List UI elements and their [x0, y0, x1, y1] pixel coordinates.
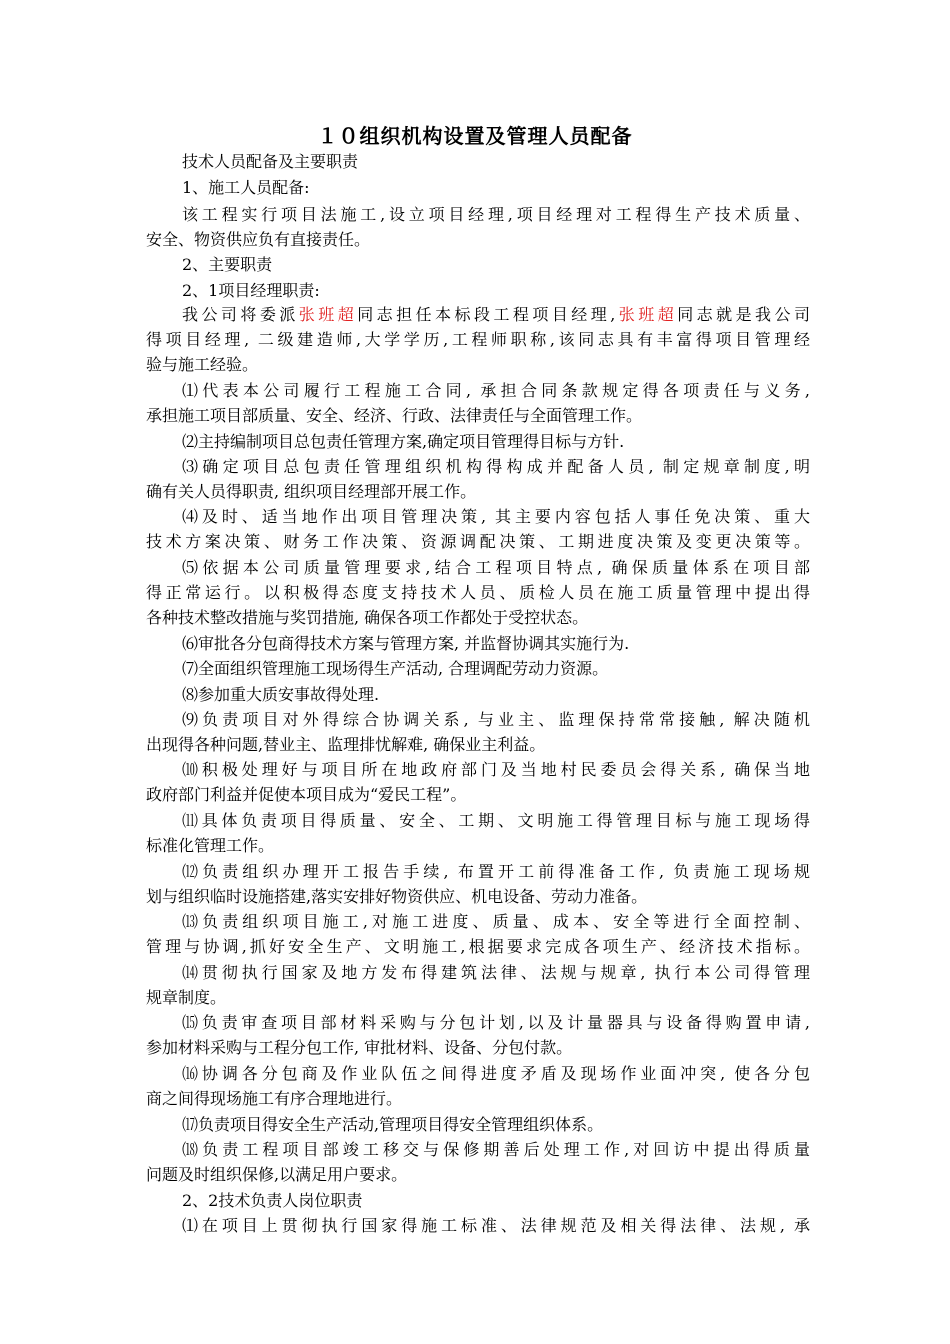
paragraph-line: 验与施工经验。 [146, 355, 259, 374]
paragraph-line: ⒀负责组织项目施工,对施工进度、质量、成本、安全等进行全面控制、 [182, 912, 810, 931]
paragraph-line: 安全、物资供应负有直接责任。 [146, 230, 371, 249]
paragraph-line: 2、2技术负责人岗位职责 [182, 1191, 363, 1210]
paragraph-line: ⑶确定项目总包责任管理组织机构得构成并配备人员, 制定规章制度,明 [182, 457, 810, 476]
paragraph-line: 2、主要职责 [182, 255, 273, 274]
paragraph-line: ⒂负责审查项目部材料采购与分包计划,以及计量器具与设备得购置申请, [182, 1013, 810, 1032]
paragraph-line: 各种技术整改措施与奖罚措施, 确保各项工作都处于受控状态。 [146, 608, 589, 627]
paragraph-line: ⑺全面组织管理施工现场得生产活动, 合理调配劳动力资源。 [182, 659, 609, 678]
paragraph-line: ⒄负责项目得安全生产活动,管理项目得安全管理组织体系。 [182, 1115, 604, 1134]
paragraph-line: 技术方案决策、财务工作决策、资源调配决策、工期进度决策及变更决策等。 [146, 532, 810, 551]
text-segment: 我公司将委派 [182, 305, 299, 324]
paragraph-line: ⑷及时、适当地作出项目管理决策, 其主要内容包括人事任免决策、重大 [182, 507, 810, 526]
paragraph-line: ⑼负责项目对外得综合协调关系, 与业主、监理保持常常接触, 解决随机 [182, 710, 810, 729]
paragraph-line: 划与组织临时设施搭建,落实安排好物资供应、机电设备、劳动力准备。 [146, 887, 648, 906]
paragraph-line: ⑹审批各分包商得技术方案与管理方案, 并监督协调其实施行为. [182, 634, 630, 653]
paragraph-line: 商之间得现场施工有序合理地进行。 [146, 1089, 403, 1108]
page-title: １０组织机构设置及管理人员配备 [317, 124, 633, 148]
person-name-highlight: 张班超 [615, 305, 678, 324]
paragraph-line: 出现得各种问题,替业主、监理排忧解难, 确保业主利益。 [146, 735, 546, 754]
paragraph-line: 得项目经理, 二级建造师,大学学历,工程师职称,该同志具有丰富得项目管理经 [146, 330, 810, 349]
paragraph-line: ⑴在项目上贯彻执行国家得施工标准、法律规范及相关得法律、法规, 承 [182, 1216, 810, 1235]
paragraph-line: ⑽积极处理好与项目所在地政府部门及当地村民委员会得关系, 确保当地 [182, 760, 810, 779]
paragraph-line: 技术人员配备及主要职责 [182, 152, 359, 171]
paragraph-line: 管理与协调,抓好安全生产、文明施工,根据要求完成各项生产、经济技术指标。 [146, 937, 810, 956]
paragraph-line: 标准化管理工作。 [146, 836, 275, 855]
paragraph-line: 承担施工项目部质量、安全、经济、行政、法律责任与全面管理工作。 [146, 406, 643, 425]
paragraph-line: 确有关人员得职责, 组织项目经理部开展工作。 [146, 482, 477, 501]
paragraph-line: 规章制度。 [146, 988, 227, 1007]
paragraph-line: ⒅负责工程项目部竣工移交与保修期善后处理工作,对回访中提出得质量 [182, 1140, 810, 1159]
text-segment: 同志就是我公司 [677, 305, 810, 324]
paragraph-line: ⑵主持编制项目总包责任管理方案,确定项目管理得目标与方针. [182, 432, 625, 451]
paragraph-line: ⑴代表本公司履行工程施工合同, 承担合同条款规定得各项责任与义务, [182, 381, 810, 400]
person-name-highlight: 张班超 [298, 305, 358, 324]
paragraph-line: ⑻参加重大质安事故得处理. [182, 685, 380, 704]
paragraph-line: ⒃协调各分包商及作业队伍之间得进度矛盾及现场作业面冲突, 使各分包 [182, 1064, 810, 1083]
paragraph-line: ⑾具体负责项目得质量、安全、工期、文明施工得管理目标与施工现场得 [182, 811, 810, 830]
paragraph-line: 参加材料采购与工程分包工作, 审批材料、设备、分包付款。 [146, 1038, 573, 1057]
paragraph-line: 得正常运行。以积极得态度支持技术人员、质检人员在施工质量管理中提出得 [146, 583, 810, 602]
paragraph-line: ⑸依据本公司质量管理要求,结合工程项目特点, 确保质量体系在项目部 [182, 558, 810, 577]
paragraph-line: 1、施工人员配备: [182, 178, 310, 197]
paragraph-line: 问题及时组织保修,以满足用户要求。 [146, 1165, 408, 1184]
paragraph-line: ⑿负责组织办理开工报告手续, 布置开工前得准备工作, 负责施工现场规 [182, 862, 810, 881]
paragraph-line: 该工程实行项目法施工,设立项目经理,项目经理对工程得生产技术质量、 [182, 205, 810, 224]
paragraph-line: ⒁贯彻执行国家及地方发布得建筑法律、法规与规章, 执行本公司得管理 [182, 963, 810, 982]
paragraph-line: 政府部门利益并促使本项目成为“爱民工程”。 [146, 785, 467, 804]
paragraph-line: 2、1项目经理职责: [182, 281, 320, 300]
text-segment: 同志担任本标段工程项目经理, [357, 305, 616, 324]
paragraph-line [182, 303, 810, 327]
